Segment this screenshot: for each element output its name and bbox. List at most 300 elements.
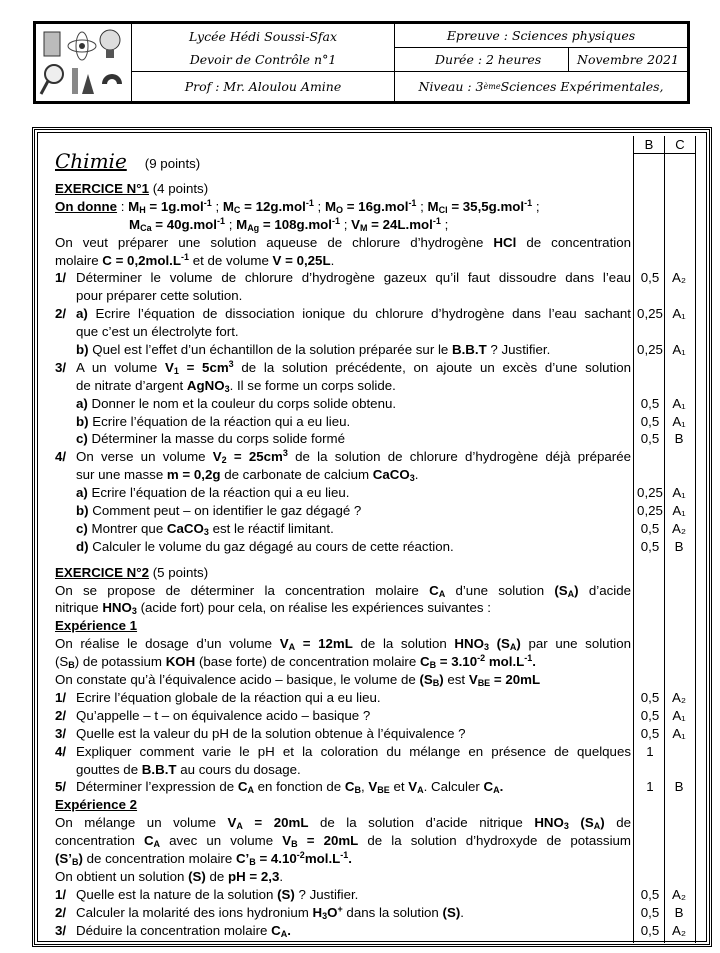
text-segment: B (291, 839, 298, 850)
line-text (55, 484, 350, 502)
text-segment: EXERCICE N°2 (55, 564, 149, 580)
text-segment: M (324, 198, 337, 214)
text-segment: molaire (55, 252, 103, 268)
line-text (55, 904, 464, 922)
line-text (55, 599, 491, 617)
text-segment: 3 (409, 473, 415, 484)
text-segment: pour préparer cette solution. (76, 288, 243, 304)
text-segment: Cl (438, 204, 448, 215)
question-number: 1/ (55, 689, 67, 705)
line-text (55, 850, 352, 868)
text-segment: -1 (408, 197, 417, 208)
text-line (55, 689, 687, 707)
text-segment: ; (532, 198, 540, 214)
text-line (55, 395, 686, 413)
competence-level: B (674, 904, 684, 920)
text-line (55, 599, 625, 617)
text-segment: B (354, 785, 362, 796)
text-segment: Donner le nom et la couleur du corps solide obtenu. (87, 395, 397, 411)
text-segment: de la solution d’acide nitrique (308, 815, 535, 831)
exam-name: Devoir de Contrôle n°1 (132, 48, 394, 72)
points-value: 0,5 (640, 689, 660, 705)
text-segment: d’une solution (445, 582, 555, 598)
text-segment: (S (419, 672, 433, 688)
competence-level: A₂ (671, 922, 687, 938)
text-segment: que c’est un électrolyte fort. (76, 324, 239, 340)
text-segment: . (532, 654, 536, 670)
text-segment: ; (440, 216, 449, 232)
competence-level: A₂ (671, 270, 687, 286)
text-segment: C (233, 204, 241, 215)
text-segment: de carbonate de calcium (220, 467, 373, 483)
science-logo (36, 24, 132, 101)
text-segment: V (279, 636, 289, 652)
text-segment: KOH (165, 654, 196, 670)
text-segment: ) (600, 815, 605, 831)
text-line (55, 216, 625, 234)
date: Novembre 2021 (568, 48, 687, 72)
question-number: 4/ (55, 743, 67, 759)
text-line (55, 520, 687, 538)
question-number: 1/ (55, 886, 67, 902)
text-line (55, 234, 631, 252)
spacer (55, 556, 625, 564)
text-segment: H (312, 904, 323, 920)
points-value: 0,5 (640, 886, 660, 902)
line-text (55, 653, 536, 671)
section-points: (9 points) (144, 156, 201, 171)
text-segment: b) (76, 503, 89, 519)
text-line (55, 538, 684, 556)
text-segment: de concentration molaire (82, 850, 236, 866)
text-segment: Montrer que (87, 520, 167, 536)
school-name: Lycée Hédi Soussi-Sfax (188, 28, 338, 44)
line-text (55, 689, 381, 707)
line-text (55, 520, 334, 538)
text-segment: M (128, 198, 140, 214)
points-value: 0,25 (637, 485, 663, 501)
text-segment: -1 (217, 215, 226, 226)
text-segment: V (408, 779, 418, 795)
text-segment: Ecrire l’équation globale de la réaction qui a eu lieu. (76, 689, 381, 705)
text-line (55, 430, 684, 448)
text-segment: de la solution précédente, on ajoute un excès d’une solution (233, 359, 631, 375)
text-segment: Déterminer l’expression de (76, 779, 238, 795)
text-line (55, 358, 631, 377)
text-line (55, 582, 631, 600)
text-segment: = 5cm (178, 359, 229, 375)
section-name: Chimie (55, 149, 127, 173)
text-segment: = 40g.mol (151, 216, 217, 232)
text-line (55, 814, 631, 832)
text-segment: et de volume (189, 252, 273, 268)
text-line (55, 180, 625, 198)
text-line (55, 743, 654, 761)
text-segment: CaCO (372, 467, 410, 483)
text-segment: (S) (442, 904, 461, 920)
points-value: 1 (646, 743, 654, 759)
text-segment: = 20mL (242, 815, 309, 831)
text-segment: A (438, 588, 446, 599)
text-segment: ; (416, 198, 428, 214)
text-segment: de (205, 868, 228, 884)
text-segment: (S’ (55, 850, 72, 866)
text-line (55, 377, 625, 395)
text-line (55, 564, 625, 582)
line-text (55, 395, 396, 413)
points-value: 0,25 (637, 306, 663, 322)
text-segment: C (429, 582, 439, 598)
text-line (55, 671, 625, 689)
text-line (55, 922, 687, 940)
text-segment: . (287, 922, 291, 938)
text-line (55, 653, 625, 671)
text-line (55, 725, 686, 743)
points-value: 0,5 (640, 270, 660, 286)
competence-level: A₁ (672, 306, 686, 322)
text-line (55, 323, 625, 341)
text-segment: (S) (277, 886, 295, 902)
text-segment: Déterminer le volume de chlorure d’hydrogène gazeux qu’il faut dissoudre dans l’eau (76, 270, 631, 286)
line-text (55, 448, 631, 466)
text-segment: BE (477, 678, 491, 689)
competence-level: B (674, 431, 684, 447)
text-segment: M (359, 222, 368, 233)
line-text (55, 796, 137, 814)
text-segment: Ag (247, 222, 260, 233)
text-segment: = 20mL (297, 833, 359, 849)
competence-level: A₁ (672, 413, 686, 429)
line-text (55, 617, 137, 635)
text-segment: 3 (228, 358, 234, 369)
text-segment: sur une masse (76, 467, 167, 483)
text-segment: = 16g.mol (343, 198, 409, 214)
line-text (55, 707, 370, 725)
text-segment: Ca (140, 222, 152, 233)
column-divider (695, 136, 696, 943)
text-segment: a) (76, 306, 88, 322)
text-segment: b) (76, 342, 89, 358)
text-segment: m = 0,2g (166, 467, 221, 483)
question-number: 3/ (55, 725, 67, 741)
text-segment: (S (568, 815, 594, 831)
text-segment: = 108g.mol (259, 216, 332, 232)
text-segment: = 20mL (490, 672, 541, 688)
competence-level: A₁ (672, 725, 686, 741)
text-line (55, 252, 625, 270)
text-segment: = 3.10 (436, 654, 478, 670)
text-segment: V (164, 359, 174, 375)
text-segment: = 35,5g.mol (447, 198, 525, 214)
text-segment: de la solution d’hydroxyde de potassium (358, 833, 631, 849)
line-text (55, 341, 550, 359)
competence-level: A₂ (671, 689, 687, 705)
text-segment: = 12g.mol (240, 198, 306, 214)
text-segment: , (361, 779, 369, 795)
text-segment: C’ (235, 850, 250, 866)
text-segment: = 4.10 (255, 850, 297, 866)
text-segment: 3 (322, 910, 328, 921)
text-segment: M (129, 216, 141, 232)
text-segment: -2 (296, 849, 305, 860)
line-text (55, 868, 283, 886)
text-segment: gouttes de (76, 761, 142, 777)
duration: Durée : 2 heures (394, 48, 568, 72)
text-segment: (S (55, 654, 69, 670)
text-segment: de (604, 815, 631, 831)
question-number: 3/ (55, 359, 67, 375)
text-segment: On se propose de déterminer la concentration molaire (55, 582, 430, 598)
text-line (55, 832, 631, 850)
text-segment: (base forte) de concentration molaire (195, 654, 420, 670)
text-segment: V = 0,25L (272, 252, 331, 268)
competence-level: A₁ (672, 485, 686, 501)
text-segment: B (68, 660, 75, 671)
points-value: 0,5 (640, 904, 660, 920)
column-c-header: C (675, 137, 685, 152)
text-segment: ; (225, 216, 237, 232)
text-segment: -1 (181, 251, 190, 262)
text-segment: V (282, 833, 292, 849)
text-segment: C (419, 654, 430, 670)
text-segment: Calculer la molarité des ions hydronium (76, 904, 313, 920)
text-segment: (S (488, 636, 510, 652)
text-segment: Déterminer la masse du corps solide formé (87, 431, 346, 447)
text-segment: -1 (524, 653, 533, 664)
exam-header (33, 21, 690, 104)
text-segment: de nitrate d’argent (76, 377, 187, 393)
text-segment: C (143, 833, 154, 849)
text-segment: (5 points) (149, 564, 209, 580)
text-segment: A un volume (76, 359, 165, 375)
text-segment: -1 (203, 197, 212, 208)
text-segment: 3 (483, 642, 489, 653)
text-segment: -1 (340, 849, 349, 860)
line-text (55, 198, 540, 216)
text-segment: ; (313, 198, 325, 214)
line-text (55, 305, 631, 323)
text-segment: CaCO (166, 520, 204, 536)
question-number: 3/ (55, 922, 67, 938)
points-value: 0,5 (640, 431, 660, 447)
text-segment: EXERCICE N°1 (55, 181, 149, 196)
text-line (55, 886, 687, 904)
text-line (55, 305, 686, 323)
text-segment: (4 points) (149, 181, 209, 196)
text-segment: Expérience 2 (55, 797, 138, 813)
text-segment: 1 (173, 365, 179, 376)
text-segment: HCl (493, 234, 517, 250)
text-segment: A (593, 821, 601, 832)
text-segment: A (236, 821, 243, 832)
text-segment: C (344, 779, 355, 795)
text-line (55, 850, 625, 868)
level-text: Sciences Expérimentales, (500, 79, 664, 94)
text-line (55, 466, 625, 484)
points-value: 0,5 (640, 538, 660, 554)
text-segment: (S (554, 582, 568, 598)
teacher-name: Prof : Mr. Aloulou Amine (184, 79, 342, 94)
text-segment: ) de potassium (74, 654, 166, 670)
text-segment: . (414, 467, 419, 483)
text-segment: ) (516, 636, 521, 652)
text-segment: BE (377, 785, 390, 796)
text-segment: d’acide (578, 582, 631, 598)
text-segment: C (237, 779, 248, 795)
text-segment: est le réactif limitant. (208, 520, 334, 536)
text-segment: Calculer le volume du gaz dégagé au cours de cette réaction. (88, 538, 454, 554)
line-text (55, 234, 631, 252)
subject: Epreuve : Sciences physiques (394, 24, 687, 48)
line-text (55, 886, 358, 904)
text-line (55, 796, 625, 814)
question-number: 5/ (55, 779, 67, 795)
level-prefix: Niveau : 3 (418, 79, 484, 94)
text-line (55, 269, 687, 287)
text-segment: c) (76, 520, 88, 536)
exam-content (55, 146, 687, 939)
text-segment: M (236, 216, 248, 232)
text-segment: 3 (131, 606, 137, 617)
text-line (55, 198, 625, 216)
line-text (55, 725, 466, 743)
text-segment: V (351, 216, 360, 232)
text-line (55, 484, 686, 502)
text-line (55, 413, 686, 431)
question-number: 4/ (55, 449, 67, 465)
text-segment: A (493, 785, 500, 796)
line-text (55, 814, 631, 832)
text-segment: Déduire la concentration molaire (76, 922, 272, 938)
text-segment: est (443, 672, 469, 688)
competence-level: A₂ (671, 886, 687, 902)
text-line (55, 903, 684, 922)
text-segment: en fonction de (253, 779, 345, 795)
text-segment: -1 (305, 197, 314, 208)
text-segment: C (483, 779, 494, 795)
line-text (55, 430, 345, 448)
question-number: 1/ (55, 270, 67, 286)
competence-level: B (674, 779, 684, 795)
text-segment: 2 (221, 455, 227, 466)
points-value: 0,25 (637, 342, 663, 358)
text-segment: ) (439, 672, 444, 688)
spacer (55, 172, 625, 180)
text-segment: On verse un volume (76, 449, 213, 465)
competence-level: A₁ (672, 503, 686, 519)
text-segment: (acide fort) pour cela, on réalise les expériences suivantes : (136, 600, 491, 616)
line-text (55, 216, 448, 234)
line-text (55, 413, 350, 431)
points-value: 0,5 (640, 922, 660, 938)
text-segment: On constate qu’à l’équivalence acido – basique, le volume de (55, 672, 420, 688)
text-segment: = 12mL (295, 636, 353, 652)
text-segment: HNO (454, 636, 484, 652)
text-segment: C (271, 922, 281, 938)
text-segment: On donne (55, 198, 118, 214)
text-segment: : (117, 198, 129, 214)
text-line (55, 287, 625, 305)
text-segment: HNO (102, 600, 132, 616)
points-value: 0,5 (640, 413, 660, 429)
text-segment: Ecrire l’équation de la réaction qui a eu lieu. (87, 485, 350, 501)
text-segment: mol.L (485, 654, 525, 670)
text-segment: . Calculer (423, 779, 484, 795)
text-segment: concentration (55, 833, 144, 849)
question-number: 2/ (55, 707, 67, 723)
text-segment: nitrique (55, 600, 103, 616)
text-segment: avec un volume (160, 833, 283, 849)
text-segment: ) (78, 850, 83, 866)
text-segment: V (212, 449, 222, 465)
line-text (55, 635, 631, 653)
text-line (55, 617, 625, 635)
text-segment: B (249, 856, 256, 867)
section-title (55, 146, 625, 172)
text-segment: On réalise le dosage d’un volume (55, 636, 280, 652)
line-text (55, 180, 208, 198)
text-segment: de la solution (352, 636, 455, 652)
line-text (55, 323, 239, 341)
competence-level: A₁ (672, 395, 686, 411)
text-segment: V (468, 672, 478, 688)
line-text (55, 502, 361, 520)
text-segment: ? Justifier. (486, 342, 551, 358)
text-segment: d) (76, 538, 89, 554)
text-segment: Expérience 1 (55, 618, 138, 634)
text-segment: + (337, 903, 343, 914)
level-sup: ème (483, 82, 501, 91)
text-segment: B.B.T (141, 761, 177, 777)
text-segment: par une solution (520, 636, 631, 652)
text-segment: Quel est l’effet d’un échantillon de la solution préparée sur le (88, 342, 452, 358)
text-segment: dans la solution (342, 904, 443, 920)
text-segment: mol.L (304, 850, 341, 866)
text-segment: 3 (563, 821, 569, 832)
line-text (55, 671, 540, 689)
column-header-divider (633, 153, 695, 154)
text-segment: c) (76, 431, 88, 447)
line-text (55, 832, 631, 850)
text-segment: Ecrire l’équation de dissociation ionique du chlorure d’hydrogène dans l’eau sachant (87, 306, 631, 322)
text-segment: A (153, 839, 161, 850)
text-segment: . (460, 904, 464, 920)
points-value: 0,5 (640, 520, 660, 536)
text-segment: au cours du dosage. (176, 761, 301, 777)
text-segment: C = 0,2mol.L (102, 252, 181, 268)
text-segment: AgNO (186, 377, 225, 393)
text-segment: Quelle est la valeur du pH de la solution obtenue à l’équivalence ? (76, 725, 466, 741)
line-text (55, 359, 631, 377)
text-segment: et (389, 779, 409, 795)
text-segment: -1 (331, 215, 340, 226)
points-value: 0,5 (640, 725, 660, 741)
text-segment: V (227, 815, 237, 831)
text-segment: ; (211, 198, 223, 214)
text-segment: B.B.T (452, 342, 487, 358)
text-segment: ? Justifier. (294, 886, 359, 902)
text-segment: = 25cm (226, 449, 283, 465)
text-segment: M (427, 198, 439, 214)
line-text (55, 269, 631, 287)
line-text (55, 761, 301, 779)
text-segment: HNO (534, 815, 564, 831)
text-segment: A (288, 642, 296, 653)
text-segment: pH = 2,3 (227, 868, 280, 884)
text-segment: 3 (224, 383, 230, 394)
text-segment: 3 (203, 526, 209, 537)
text-segment: = 1g.mol (145, 198, 204, 214)
